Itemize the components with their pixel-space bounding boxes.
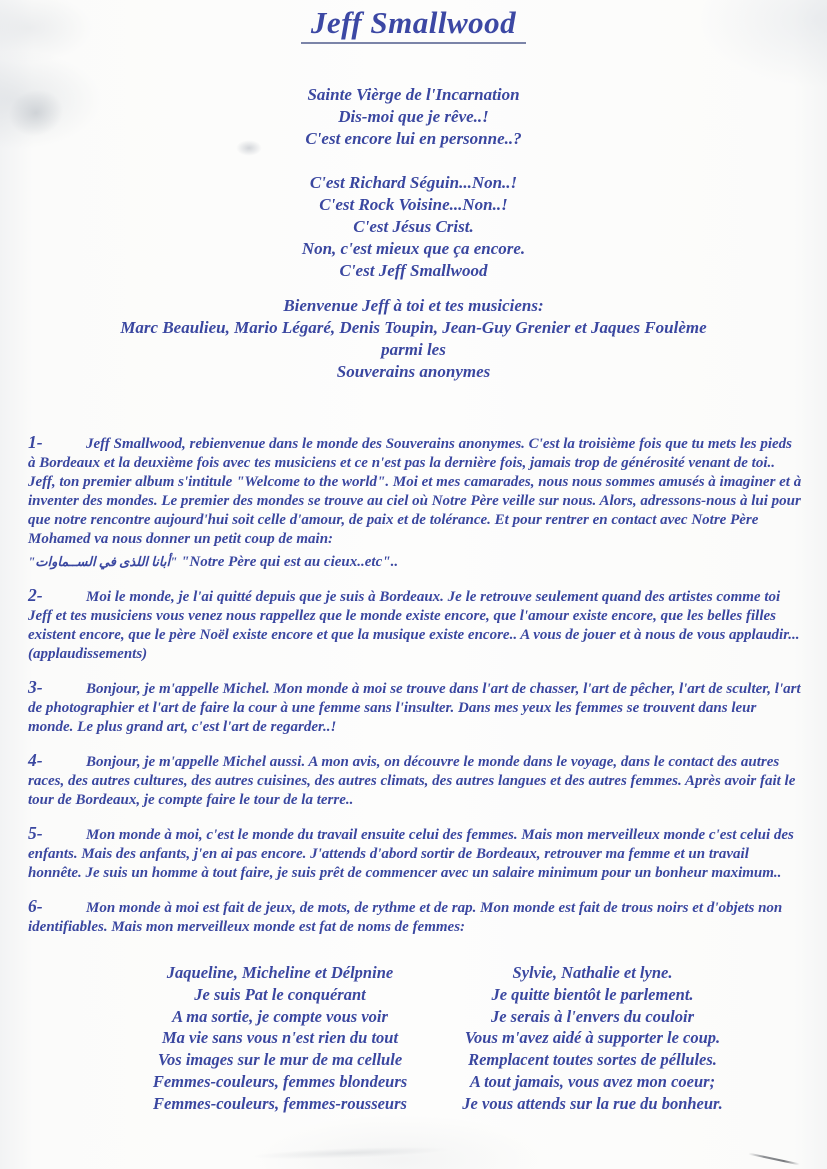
french-quote: "Notre Père qui est au cieux..etc".. [181,554,399,570]
verse-line: Vos images sur le mur de ma cellule [157,1050,403,1070]
paragraph-1 [28,433,803,572]
verse-line: Je suis Pat le conquérant [194,984,366,1004]
verse-line: Je quitte bientôt le parlement. [491,984,694,1004]
stanza-line: Marc Beaulieu, Mario Légaré, Denis Toupin, Jean-Guy Grenier et Jaques Foulème [120,318,707,337]
stanza-line: Bienvenue Jeff à toi et tes musiciens: [283,296,544,315]
stanza-line: Non, c'est mieux que ça encore. [301,239,526,258]
paragraph-text: Mon monde à moi est fait de jeux, de mots, de rythme et de rap. Mon monde est fait de trous noirs et d'objets non identifiables. Mais mon merveilleux monde est fat de noms de femmes: [28,900,783,935]
verse-line: A ma sortie, je compte vous voir [172,1006,388,1026]
verse-line: A tout jamais, vous avez mon coeur; [469,1071,716,1091]
stanza-line: C'est encore lui en personne..? [305,129,522,148]
paragraph-3 [28,678,803,737]
paragraph-number: 6- [28,896,43,916]
paragraph-text: Bonjour, je m'appelle Michel aussi. A mon avis, on découvre le monde dans le voyage, dans le contact des autres races, des autres cultures, des autres cuisines, des autres climats, des autres langues et des autres femmes. Après avoir fait le tour de Bordeaux, je compte faire le tour de la terre.. [28,754,796,808]
stanza-line: C'est Rock Voisine...Non..! [319,195,508,214]
paragraph-2 [28,586,803,664]
paragraph-text: Jeff Smallwood, rebienvenue dans le monde des Souverains anonymes. C'est la troisième fois que tu mets les pieds à Bordeaux et la deuxième fois avec tes musiciens et ce n'est pas la dernière fois, jamais trop de générosité venant de toi.. Jeff, ton premier album s'intitule "Welcome to the world". Moi et mes camarades, nous nous sommes amusés à imaginer et à inventer des mondes. Le premier des mondes se trouve au ciel où Notre Père veille sur nous. Alors, adressons-nous à lui pour que notre rencontre aujourd'hui soit celle d'amour, de paix et de tolérance. Et pour rentrer en contact avec Notre Père Mohamed va nous donner un petit coup de main: [28,436,802,547]
opening-verses [0,84,827,383]
verse-line: Vous m'avez aidé à supporter le coup. [464,1028,721,1048]
paragraph-5 [28,824,803,883]
stanza-line: C'est Jésus Crist. [353,217,474,236]
verse-line: Sylvie, Nathalie et lyne. [512,963,673,982]
paragraph-number: 3- [28,677,43,697]
stanza-line: parmi les [381,340,446,359]
verse-line: Remplacent toutes sortes de péllules. [468,1050,717,1070]
paragraph-text: Moi le monde, je l'ai quitté depuis que je suis à Bordeaux. Je le retrouve seulement quand des artistes comme toi Jeff et tes musiciens vous venez nous rappellez que le monde existe encore, que l'amour existe encore, que les belles filles existent encore, que le père Noël existe encore et que la musique existe encore.. A vous de jouer et à nous de vous applaudir...(applaudissements) [28,589,800,662]
stanza-1 [0,84,827,150]
pencil-mark [748,1153,799,1166]
verse-column-right [425,962,760,1115]
stanza-line: Dis-moi que je rêve..! [338,107,489,126]
stanza-line: Sainte Vièrge de l'Incarnation [307,85,520,104]
verse-line: Je serais à l'envers du couloir [490,1006,695,1026]
verse-line: Femmes-couleurs, femmes-rousseurs [153,1093,407,1113]
paragraph-text: Bonjour, je m'appelle Michel. Mon monde à moi se trouve dans l'art de chasser, l'art de pêcher, l'art de sculter, l'art de photographier et l'art de faire la cour à une femme sans l'insulter. Dans mes yeux les femmes se trouvent dans leur monde. Le plus grand art, c'est l'art de regarder..! [28,681,801,735]
stanza-line: C'est Jeff Smallwood [339,261,488,280]
welcome-stanza [0,295,827,383]
paragraph-text: Mon monde à moi, c'est le monde du travail ensuite celui des femmes. Mais mon merveilleux monde c'est celui des enfants. Mais des anfants, j'en ai pas encore. J'attends d'abord sortir de Bordeaux, retrouver ma femme et un travail honnête. Je suis un homme à tout faire, je suis prêt de commencer avec un salaire minimum pour un bonheur maximum.. [28,827,794,881]
paragraph-number: 4- [28,750,43,770]
arabic-quote: "أبانا اللذى في الســماوات" [28,554,178,569]
paragraph-number: 1- [28,432,43,452]
stanza-line: C'est Richard Séguin...Non..! [309,173,518,192]
verse-line: Je vous attends sur la rue du bonheur. [462,1093,723,1113]
verse-column-left [100,962,460,1115]
numbered-paragraphs [28,433,803,951]
page-title-text: Jeff Smallwood [301,5,526,44]
verse-line: Jaqueline, Micheline et Délpnine [166,963,394,982]
stanza-line: Souverains anonymes [336,362,491,381]
paragraph-4 [28,751,803,810]
prayer-quote-line [28,552,803,572]
verse-line: Ma vie sans vous n'est rien du tout [161,1028,399,1048]
paragraph-number: 2- [28,585,43,605]
verse-line: Femmes-couleurs, femmes blondeurs [152,1071,408,1091]
paragraph-number: 5- [28,823,43,843]
stanza-2 [0,172,827,282]
page-title [0,5,827,44]
paragraph-6 [28,897,803,937]
scan-smudge [250,1145,450,1162]
